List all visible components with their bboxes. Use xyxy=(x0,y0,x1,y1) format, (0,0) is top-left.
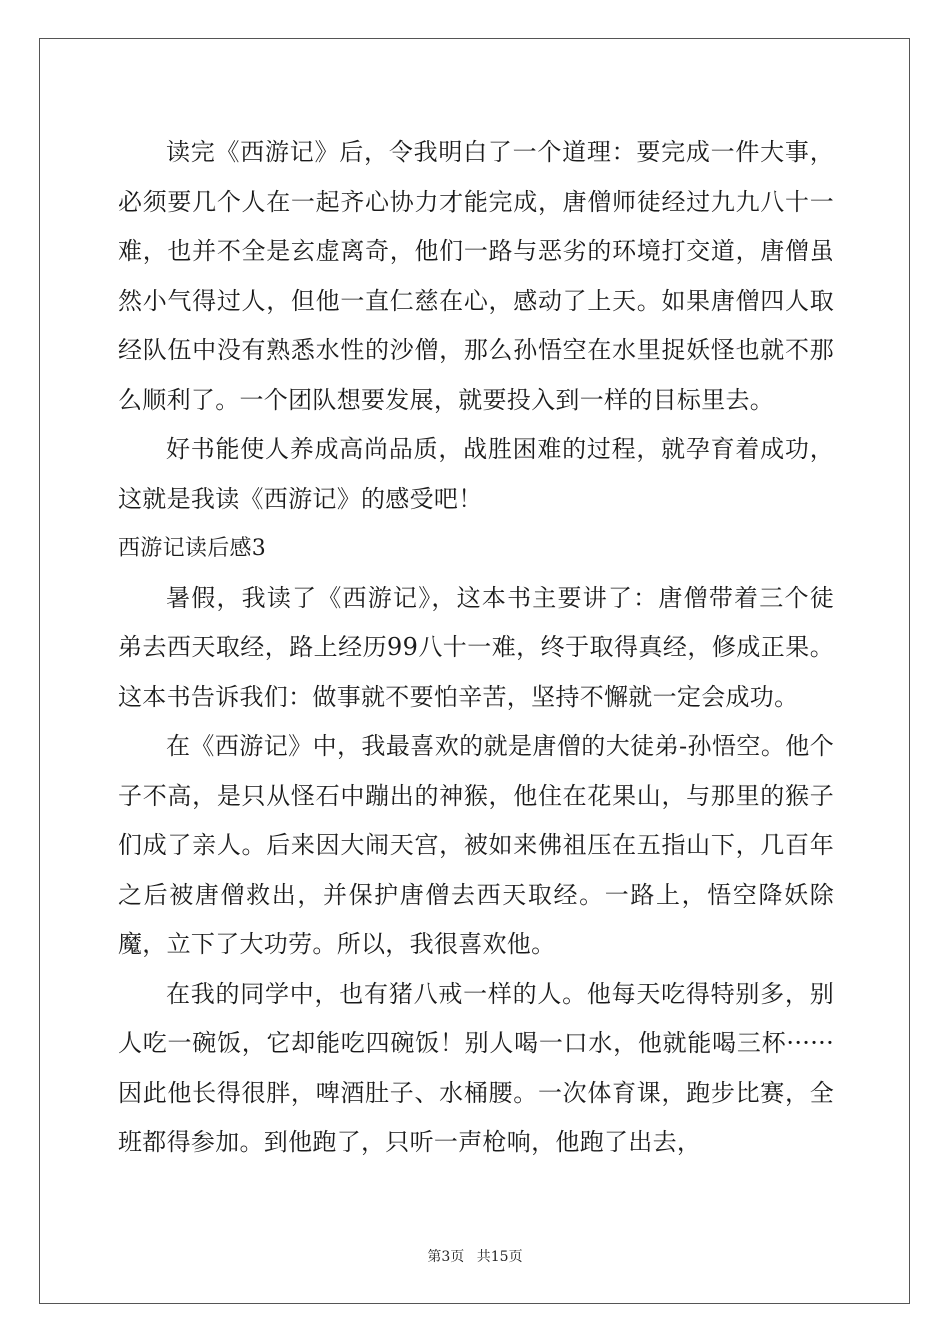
page-total: 共15页 xyxy=(476,1249,523,1265)
page-number: 第3页 xyxy=(427,1249,465,1265)
paragraph: 暑假，我读了《西游记》，这本书主要讲了：唐僧带着三个徒弟去西天取经，路上经历99八十一难，终于取得真经，修成正果。这本书告诉我们：做事就不要怕辛苦，坚持不懈就一定会成功。 xyxy=(118,583,834,711)
paragraph: 读完《西游记》后，令我明白了一个道理：要完成一件大事，必须要几个人在一起齐心协力才能完成，唐僧师徒经过九九八十一难，也并不全是玄虚离奇，他们一路与恶劣的环境打交道，唐僧虽然小气得过人，但他一直仁慈在心，感动了上天。如果唐僧四人取经队伍中没有熟悉水性的沙僧，那么孙悟空在水里捉妖怪也就不那么顺利了。一个团队想要发展，就要投入到一样的目标里去。 xyxy=(118,138,834,414)
document-body xyxy=(118,128,834,1168)
paragraph: 好书能使人养成高尚品质，战胜困难的过程，就孕育着成功，这就是我读《西游记》的感受吧！ xyxy=(118,435,834,513)
section-heading: 西游记读后感3 xyxy=(118,536,267,561)
paragraph: 在我的同学中，也有猪八戒一样的人。他每天吃得特别多，别人吃一碗饭，它却能吃四碗饭！别人喝一口水，他就能喝三杯······因此他长得很胖，啤酒肚子、水桶腰。一次体育课，跑步比赛，全班都得参加。到他跑了，只听一声枪响，他跑了出去， xyxy=(118,979,834,1156)
paragraph: 在《西游记》中，我最喜欢的就是唐僧的大徒弟-孙悟空。他个子不高，是只从怪石中蹦出的神猴，他住在花果山，与那里的猴子们成了亲人。后来因大闹天宫，被如来佛祖压在五指山下，几百年之后被唐僧救出，并保护唐僧去西天取经。一路上，悟空降妖除魔，立下了大功劳。所以，我很喜欢他。 xyxy=(118,732,834,958)
page-footer xyxy=(0,1246,950,1266)
